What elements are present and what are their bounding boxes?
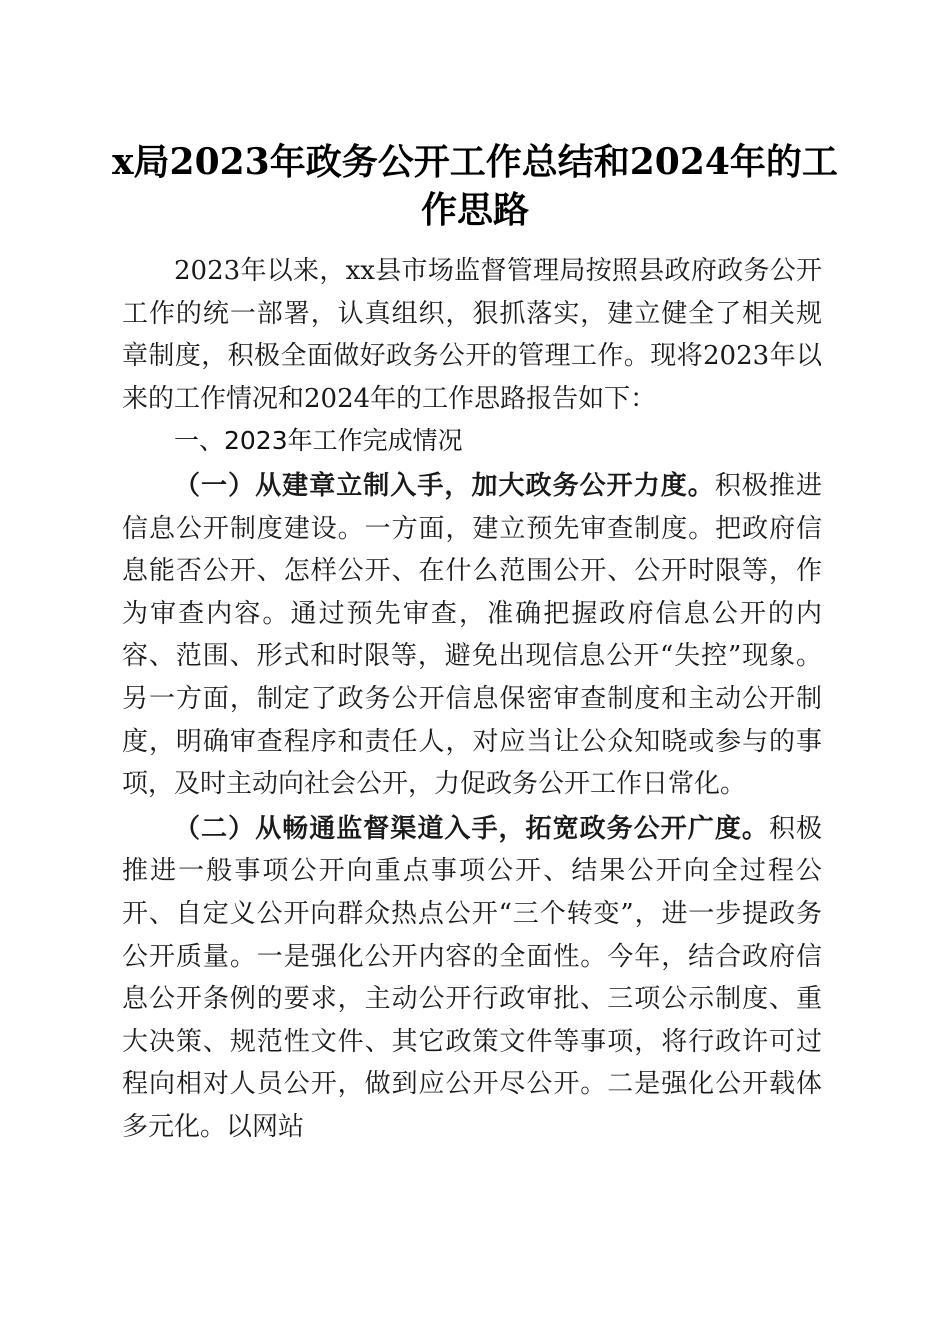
item2-text: 积极推进一般事项公开向重点事项公开、结果公开向全过程公开、自定义公开向群众热点公开“三个转变”，进一步提政务公开质量。一是强化公开内容的全面性。今年，结合政府信息公开条例的要求，主动公开行政审批、三项公示制度、重大决策、规范性文件、其它政策文件等事项，将行政许可过程向相对人员公开，做到应公开尽公开。二是强化公开载体多元化。以网站 — [122, 813, 822, 1142]
document-title: x局2023年政务公开工作总结和2024年的工作思路 — [112, 141, 838, 231]
item1-paragraph — [122, 465, 822, 806]
section-heading: 一、2023年工作完成情况 — [174, 426, 463, 456]
document-body — [122, 250, 822, 1148]
item2-paragraph — [122, 808, 822, 1149]
intro-paragraph: 2023年以来，xx县市场监督管理局按照县政府政务公开工作的统一部署，认真组织，狠抓落实，建立健全了相关规章制度，积极全面做好政务公开的管理工作。现将2023年以来的工作情况和2024年的工作思路报告如下： — [122, 256, 822, 414]
item1-heading: （一）从建章立制入手，加大政务公开力度。 — [174, 470, 715, 501]
item1-text: 积极推进信息公开制度建设。一方面，建立预先审查制度。把政府信息能否公开、怎样公开、在什么范围公开、公开时限等，作为审查内容。通过预先审查，准确把握政府信息公开的内容、范围、形式和时限等，避免出现信息公开“失控”现象。另一方面，制定了政务公开信息保密审查制度和主动公开制度，明确审查程序和责任人，对应当让公众知晓或参与的事项，及时主动向社会公开，力促政务公开工作日常化。 — [122, 470, 822, 800]
item2-heading: （二）从畅通监督渠道入手，拓宽政务公开广度。 — [174, 813, 769, 844]
